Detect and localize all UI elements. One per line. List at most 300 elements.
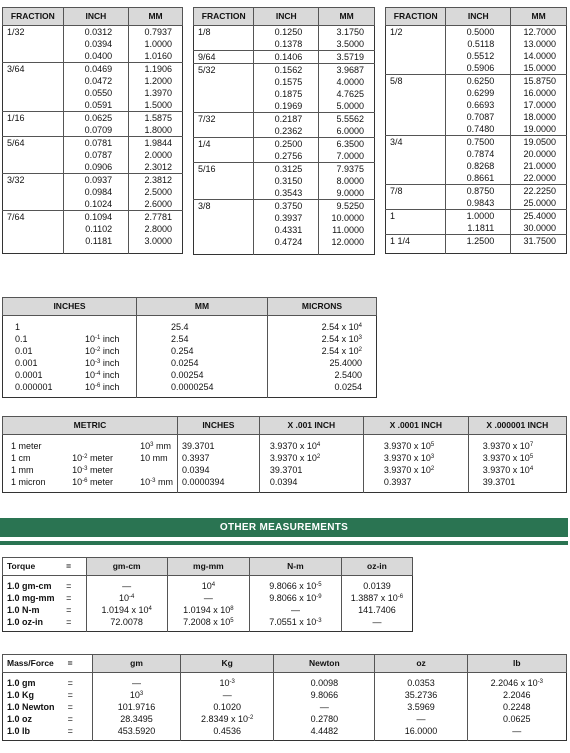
mm-cell: 6.0000 (319, 125, 375, 138)
table-row (194, 100, 375, 113)
inch-cell: 0.2187 (254, 113, 319, 126)
fraction-cell: 1/16 (3, 112, 64, 125)
table-row (3, 369, 377, 381)
x001-cell: 39.3701 (259, 464, 363, 476)
row-label: 1.0 N-m (7, 605, 40, 615)
table-row (386, 222, 567, 235)
table-row (194, 38, 375, 51)
inch-cell: 0.1562 (254, 64, 319, 77)
table-row (194, 224, 375, 236)
fraction-cell (386, 172, 446, 185)
x000001-cell: 3.9370 x $10^4$ (468, 464, 566, 476)
value-cell: 16.0000 (375, 725, 467, 737)
table-row (386, 235, 567, 248)
table-row (386, 99, 567, 111)
metric-meter-cell: $10^{-6}$ meter (72, 477, 113, 487)
spacer-row (3, 737, 567, 741)
header-row (3, 298, 377, 316)
inch-cell: 0.0312 (63, 26, 128, 39)
fraction-cell: 5/8 (386, 75, 446, 88)
spacer-row (3, 247, 183, 254)
table-row (194, 76, 375, 88)
value-cell: 1.3887 x $10^{-6}$ (341, 592, 412, 604)
table-row (194, 88, 375, 100)
fraction-cell: 1/2 (390, 27, 403, 37)
fraction-cell (386, 222, 446, 235)
table-row (3, 223, 183, 235)
col-header-mm: MM (319, 8, 375, 26)
inch-cell: 0.2362 (254, 125, 319, 138)
fraction-cell (3, 186, 64, 198)
value-cell: 2.8349 x $10^{-2}$ (181, 713, 274, 725)
mm-cell: 3.5719 (319, 51, 375, 64)
metric-mm-cell: $10^{-3}$ mm (140, 477, 173, 487)
fraction-cell (194, 38, 254, 51)
table-row (3, 713, 567, 725)
fraction-cell (194, 175, 254, 187)
metric-cell: 1 micron (11, 477, 46, 487)
inch-cell: 0.1875 (254, 88, 319, 100)
table-row (3, 452, 567, 464)
inch-cell: 0.8661 (446, 172, 511, 185)
col-header-inch: INCH (63, 8, 128, 26)
value-cell: 2.2046 (467, 689, 566, 701)
inch-cell: 0.5512 (446, 50, 511, 62)
col-header-fraction: FRACTION (194, 8, 254, 26)
mm-cell: 25.4000 (511, 210, 567, 223)
inches-power-cell: $10^{-3}$ inch (85, 358, 120, 368)
table-row (3, 235, 183, 247)
table-row (386, 185, 567, 198)
table-row (194, 200, 375, 213)
x0001-cell: 3.9370 x $10^3$ (363, 452, 468, 464)
mm-cell: 1.5875 (129, 112, 183, 125)
col-header-fraction: FRACTION (3, 8, 64, 26)
fraction-cell (386, 50, 446, 62)
value-cell: 0.2248 (467, 701, 566, 713)
table-row (3, 580, 413, 592)
table-row (3, 174, 183, 187)
col-header-x-001-inch: X .001 INCH (259, 417, 363, 435)
x0001-cell: 3.9370 x $10^2$ (363, 464, 468, 476)
table-row (3, 99, 183, 112)
mm-cell: 15.8750 (511, 75, 567, 88)
spacer-row (3, 488, 567, 493)
col-header-mm: MM (137, 298, 268, 316)
inch-cell: 0.7087 (446, 111, 511, 123)
table-row (194, 26, 375, 39)
equals-sign: = (67, 678, 73, 688)
x000001-cell: 39.3701 (468, 476, 566, 488)
inch-cell: 0.4331 (254, 224, 319, 236)
table-row (386, 123, 567, 136)
col-header--: = (64, 655, 93, 673)
fraction-cell (194, 236, 254, 248)
value-cell: 35.2736 (375, 689, 467, 701)
fraction-cell: 5/32 (194, 64, 254, 77)
spacer-row (194, 248, 375, 255)
mm-cell: 9.5250 (319, 200, 375, 213)
mm-cell: 0.254 (137, 345, 268, 357)
table-row (3, 38, 183, 50)
row-label: 1.0 Kg (7, 690, 35, 700)
fraction-cell (386, 38, 446, 50)
metric-meter-cell: $10^{-3}$ meter (72, 465, 113, 475)
equals-sign: = (66, 581, 72, 591)
x001-cell: 3.9370 x $10^2$ (259, 452, 363, 464)
mm-cell: 6.3500 (319, 138, 375, 151)
col-header-mass-force: Mass/Force (3, 655, 64, 673)
mm-cell: 0.7937 (129, 26, 183, 39)
col-header-x-0001-inch: X .0001 INCH (363, 417, 468, 435)
fraction-cell: 3/32 (3, 174, 64, 187)
table-row (386, 111, 567, 123)
inch-cell: 0.1378 (254, 38, 319, 51)
inch-cell: 0.3937 (254, 212, 319, 224)
col-header-oz-in: oz-in (341, 558, 412, 576)
mm-cell: 25.0000 (511, 197, 567, 210)
fraction-cell: 1/4 (194, 138, 254, 151)
mm-cell: 11.0000 (319, 224, 375, 236)
inch-cell: 0.2500 (254, 138, 319, 151)
fraction-cell: 1/32 (7, 27, 25, 37)
inch-cell: 0.8268 (446, 160, 511, 172)
table-row (3, 677, 567, 689)
inch-cell: 0.1024 (63, 198, 128, 211)
inch-cell: 0.0787 (63, 149, 128, 161)
value-cell: $10^3$ (92, 689, 180, 701)
mm-cell: 1.8000 (129, 124, 183, 137)
col-header-inches: INCHES (177, 417, 259, 435)
fraction-cell (3, 38, 64, 50)
fraction-cell: 7/32 (194, 113, 254, 126)
microns-cell: 2.54 x $10^2$ (268, 345, 377, 357)
row-label: 1.0 gm (7, 678, 36, 688)
mm-cell: 22.2250 (511, 185, 567, 198)
table-row (3, 63, 183, 76)
other-measurements-banner: OTHER MEASUREMENTS (0, 518, 568, 537)
row-label: 1.0 Newton (7, 702, 55, 712)
table-row (3, 137, 183, 150)
mm-cell: 2.3812 (129, 174, 183, 187)
fraction-cell: 1 (386, 210, 446, 223)
table-row (3, 124, 183, 137)
table-row (3, 381, 377, 393)
value-cell: — (181, 689, 274, 701)
inches-cell: 0.000001 (15, 382, 53, 392)
fraction-cell (3, 87, 64, 99)
col-header-oz: oz (375, 655, 467, 673)
mm-cell: 0.0254 (137, 357, 268, 369)
col-header-gm: gm (92, 655, 180, 673)
mm-cell: 12.0000 (319, 236, 375, 248)
equals-sign: = (66, 617, 72, 627)
table-row (3, 345, 377, 357)
mm-cell: 0.0000254 (137, 381, 268, 393)
inches-cell: 0.0394 (177, 464, 259, 476)
inch-cell: 0.1102 (63, 223, 128, 235)
value-cell: 0.0353 (375, 677, 467, 689)
table-row (3, 211, 183, 224)
microns-cell: 0.0254 (268, 381, 377, 393)
x0001-cell: 3.9370 x $10^5$ (363, 440, 468, 452)
fraction-cell (194, 150, 254, 163)
mm-cell: 19.0000 (511, 123, 567, 136)
mm-cell: 21.0000 (511, 160, 567, 172)
table-row (3, 161, 183, 174)
col-header-gm-cm: gm-cm (86, 558, 167, 576)
inch-cell: 1.1811 (446, 222, 511, 235)
header-row (3, 8, 183, 26)
mm-cell: 4.0000 (319, 76, 375, 88)
fraction-cell (386, 111, 446, 123)
row-label: 1.0 oz-in (7, 617, 44, 627)
col-header-mm: MM (129, 8, 183, 26)
value-cell: $10^{-4}$ (86, 592, 167, 604)
fraction-cell (194, 125, 254, 138)
value-cell: 4.4482 (274, 725, 375, 737)
inches-cell: 0.1 (15, 334, 28, 344)
inches-cell: 0.3937 (177, 452, 259, 464)
mm-cell: 2.54 (137, 333, 268, 345)
equals-sign: = (66, 605, 72, 615)
header-row (194, 8, 375, 26)
mm-cell: 16.0000 (511, 87, 567, 99)
fraction-cell (386, 197, 446, 210)
value-cell: 0.1020 (181, 701, 274, 713)
fraction-cell (386, 123, 446, 136)
inches-power-cell: $10^{-1}$ inch (85, 334, 120, 344)
col-header-fraction: FRACTION (386, 8, 446, 26)
mm-cell: 1.0000 (129, 38, 183, 50)
table-row (386, 75, 567, 88)
table-row (194, 212, 375, 224)
inches-cell: 0.0000394 (177, 476, 259, 488)
table-row (194, 187, 375, 200)
value-cell: 9.8066 x $10^{-5}$ (249, 580, 341, 592)
table-row (386, 210, 567, 223)
inch-cell: 0.0469 (63, 63, 128, 76)
mm-cell: 1.5000 (129, 99, 183, 112)
value-cell: 0.0098 (274, 677, 375, 689)
table-row (3, 112, 183, 125)
table-row (3, 26, 183, 39)
col-header-n-m: N-m (249, 558, 341, 576)
inch-cell: 0.0591 (63, 99, 128, 112)
value-cell: 1.0194 x $10^8$ (167, 604, 249, 616)
torque-table (2, 557, 413, 632)
mm-cell: 10.0000 (319, 212, 375, 224)
inch-cell: 0.0984 (63, 186, 128, 198)
inch-cell: 0.3125 (254, 163, 319, 176)
fraction-table-1 (2, 7, 183, 254)
mm-cell: 25.4 (137, 321, 268, 333)
header-row (386, 8, 567, 26)
fraction-cell: 7/64 (3, 211, 64, 224)
mm-cell: 3.0000 (129, 235, 183, 247)
col-header-mm: MM (511, 8, 567, 26)
fraction-cell: 3/8 (194, 200, 254, 213)
table-row (3, 616, 413, 628)
metric-meter-cell: $10^{-2}$ meter (72, 453, 113, 463)
inch-cell: 0.3150 (254, 175, 319, 187)
col-header--: = (62, 558, 86, 576)
row-label: 1.0 gm-cm (7, 581, 52, 591)
value-cell: 0.2780 (274, 713, 375, 725)
mm-cell: 1.1906 (129, 63, 183, 76)
value-cell: — (375, 713, 467, 725)
mm-cell: 13.0000 (511, 38, 567, 50)
inches-conversion-table (2, 297, 377, 398)
table-row (3, 592, 413, 604)
header-row (3, 655, 567, 673)
value-cell: — (92, 677, 180, 689)
mm-cell: 15.0000 (511, 62, 567, 75)
header-row (3, 558, 413, 576)
equals-sign: = (67, 690, 73, 700)
fraction-cell: 5/64 (3, 137, 64, 150)
inch-cell: 0.0400 (63, 50, 128, 63)
inch-cell: 0.9843 (446, 197, 511, 210)
table-row (194, 51, 375, 64)
inches-power-cell: $10^{-2}$ inch (85, 346, 120, 356)
fraction-cell: 9/64 (194, 51, 254, 64)
value-cell: 1.0194 x $10^4$ (86, 604, 167, 616)
row-label: 1.0 oz (7, 714, 33, 724)
fraction-cell: 3/64 (3, 63, 64, 76)
value-cell: 101.9716 (92, 701, 180, 713)
col-header-inches: INCHES (3, 298, 137, 316)
metric-mm-cell (136, 464, 177, 476)
mass-force-table (2, 654, 567, 741)
inches-cell: 0.0001 (15, 370, 43, 380)
col-header-inch: INCH (446, 8, 511, 26)
col-header-torque: Torque (3, 558, 63, 576)
fraction-table-2 (193, 7, 375, 255)
table-row (194, 138, 375, 151)
fraction-cell (3, 149, 64, 161)
equals-sign: = (67, 726, 73, 736)
inch-cell: 0.5000 (446, 26, 511, 39)
metric-mm-cell: 10 mm (140, 453, 168, 463)
fraction-cell (386, 148, 446, 160)
mm-cell: 2.3012 (129, 161, 183, 174)
mm-cell: 5.5562 (319, 113, 375, 126)
col-header-inch: INCH (254, 8, 319, 26)
value-cell: 0.4536 (181, 725, 274, 737)
table-row (386, 160, 567, 172)
mm-cell: 3.1750 (319, 26, 375, 39)
fraction-cell (386, 160, 446, 172)
mm-cell: 1.3970 (129, 87, 183, 99)
table-row (3, 464, 567, 476)
fraction-cell (194, 76, 254, 88)
metric-meter-cell (68, 440, 136, 452)
inch-cell: 0.0937 (63, 174, 128, 187)
mm-cell: 5.0000 (319, 100, 375, 113)
mm-cell: 31.7500 (511, 235, 567, 248)
microns-cell: 25.4000 (268, 357, 377, 369)
mm-cell: 1.2000 (129, 75, 183, 87)
mm-cell: 8.0000 (319, 175, 375, 187)
col-header-x-000001-inch: X .000001 INCH (468, 417, 566, 435)
value-cell: 28.3495 (92, 713, 180, 725)
table-row (3, 198, 183, 211)
table-row (3, 604, 413, 616)
mm-cell: 14.0000 (511, 50, 567, 62)
value-cell: 0.0625 (467, 713, 566, 725)
value-cell: — (249, 604, 341, 616)
x0001-cell: 0.3937 (363, 476, 468, 488)
fraction-cell (194, 212, 254, 224)
fraction-cell (3, 161, 64, 174)
table-row (194, 163, 375, 176)
microns-cell: 2.54 x $10^3$ (268, 333, 377, 345)
mm-cell: 2.8000 (129, 223, 183, 235)
value-cell: — (167, 592, 249, 604)
banner-underline (0, 541, 568, 545)
mm-cell: 18.0000 (511, 111, 567, 123)
table-row (3, 357, 377, 369)
table-row (386, 136, 567, 149)
table-row (194, 113, 375, 126)
mm-cell: 4.7625 (319, 88, 375, 100)
table-row (386, 50, 567, 62)
spacer-row (3, 393, 377, 398)
inch-cell: 0.1406 (254, 51, 319, 64)
fraction-cell (386, 87, 446, 99)
table-row (3, 725, 567, 737)
inches-power-cell: $10^{-4}$ inch (85, 370, 120, 380)
mm-cell: 2.0000 (129, 149, 183, 161)
fraction-cell (194, 187, 254, 200)
table-row (3, 689, 567, 701)
table-row (3, 701, 567, 713)
mm-cell: 3.5000 (319, 38, 375, 51)
value-cell: $10^4$ (167, 580, 249, 592)
inches-cell: 1 (15, 322, 21, 332)
value-cell: 7.0551 x $10^{-3}$ (249, 616, 341, 628)
table-row (386, 38, 567, 50)
fraction-cell (194, 224, 254, 236)
inch-cell: 0.1094 (63, 211, 128, 224)
x001-cell: 3.9370 x $10^4$ (259, 440, 363, 452)
inch-cell: 0.0550 (63, 87, 128, 99)
mm-cell: 7.9375 (319, 163, 375, 176)
table-row (194, 150, 375, 163)
inch-cell: 0.7874 (446, 148, 511, 160)
table-row (386, 148, 567, 160)
value-cell: 0.0139 (341, 580, 412, 592)
mm-cell: 20.0000 (511, 148, 567, 160)
mm-cell: 1.9844 (129, 137, 183, 150)
mm-cell: 9.0000 (319, 187, 375, 200)
equals-sign: = (67, 702, 73, 712)
fraction-cell: 3/4 (386, 136, 446, 149)
inch-cell: 0.5118 (446, 38, 511, 50)
x000001-cell: 3.9370 x $10^7$ (468, 440, 566, 452)
inch-cell: 0.0781 (63, 137, 128, 150)
inch-cell: 0.0625 (63, 112, 128, 125)
inch-cell: 0.4724 (254, 236, 319, 248)
fraction-cell: 5/16 (194, 163, 254, 176)
inch-cell: 0.0472 (63, 75, 128, 87)
mm-cell: 7.0000 (319, 150, 375, 163)
inch-cell: 0.1250 (254, 26, 319, 39)
metric-cell: 1 mm (11, 465, 34, 475)
value-cell: 453.5920 (92, 725, 180, 737)
metric-mm-cell: $10^3$ mm (140, 441, 171, 451)
